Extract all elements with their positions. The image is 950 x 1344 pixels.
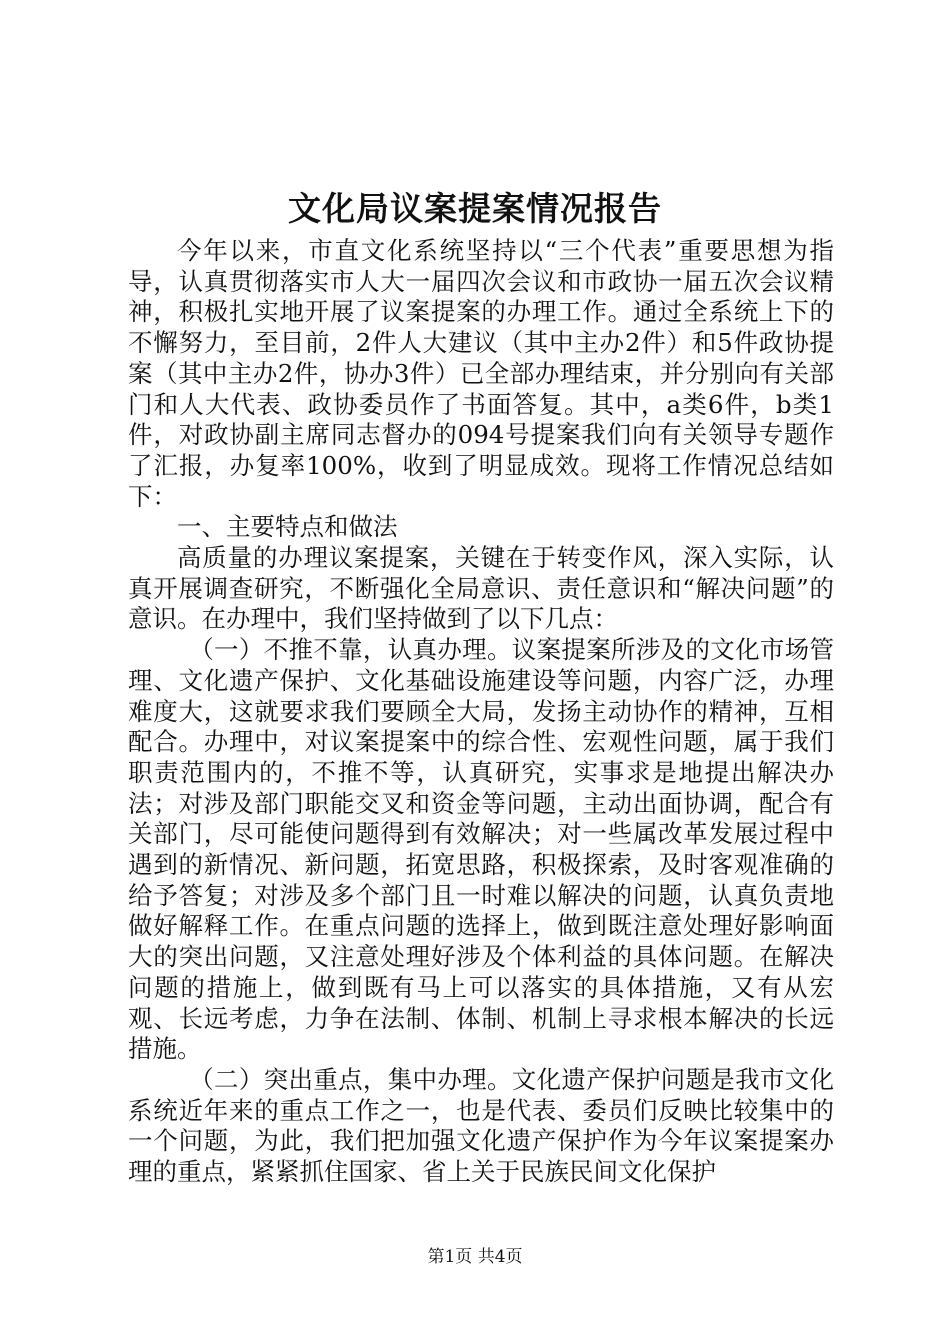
document-title: 文化局议案提案情况报告 [288,189,662,228]
paragraph-key-points: 高质量的办理议案提案，关键在于转变作风，深入实际，认真开展调查研究，不断强化全局意识、责任意识和“解决问题”的意识。在办理中，我们坚持做到了以下几点： [128,543,834,634]
page-footer: 第1页 共4页 [427,1247,523,1267]
paragraph-point-two: （二）突出重点，集中办理。文化遗产保护问题是我市文化系统近年来的重点工作之一，也是代表、委员们反映比较集中的一个问题，为此，我们把加强文化遗产保护作为今年议案提案办理的重点，紧紧抓住国家、省上关于民族民间文化保护 [128,1064,834,1187]
document-body [128,236,834,1188]
paragraph-intro: 今年以来，市直文化系统坚持以“三个代表”重要思想为指导，认真贯彻落实市人大一届四次会议和市政协一届五次会议精神，积极扎实地开展了议案提案的办理工作。通过全系统上下的不懈努力，至目前，2件人大建议（其中主办2件）和5件政协提案（其中主办2件，协办3件）已全部办理结束，并分别向有关部门和人大代表、政协委员作了书面答复。其中，a类6件，b类1件，对政协副主席同志督办的094号提案我们向有关领导专题作了汇报，办复率100%，收到了明显成效。现将工作情况总结如下： [128,236,834,511]
paragraph-point-one: （一）不推不靠，认真办理。议案提案所涉及的文化市场管理、文化遗产保护、文化基础设施建设等问题，内容广泛，办理难度大，这就要求我们要顾全大局，发扬主动协作的精神，互相配合。办理中，对议案提案中的综合性、宏观性问题，属于我们职责范围内的，不推不等，认真研究，实事求是地提出解决办法；对涉及部门职能交叉和资金等问题，主动出面协调，配合有关部门，尽可能使问题得到有效解决；对一些属改革发展过程中遇到的新情况、新问题，拓宽思路，积极探索，及时客观准确的给予答复；对涉及多个部门且一时难以解决的问题，认真负责地做好解释工作。在重点问题的选择上，做到既注意处理好影响面大的突出问题，又注意处理好涉及个体利益的具体问题。在解决问题的措施上，做到既有马上可以落实的具体措施，又有从宏观、长远考虑，力争在法制、体制、机制上寻求根本解决的长远措施。 [128,635,834,1064]
section-heading-main-features: 一、主要特点和做法 [177,512,398,542]
